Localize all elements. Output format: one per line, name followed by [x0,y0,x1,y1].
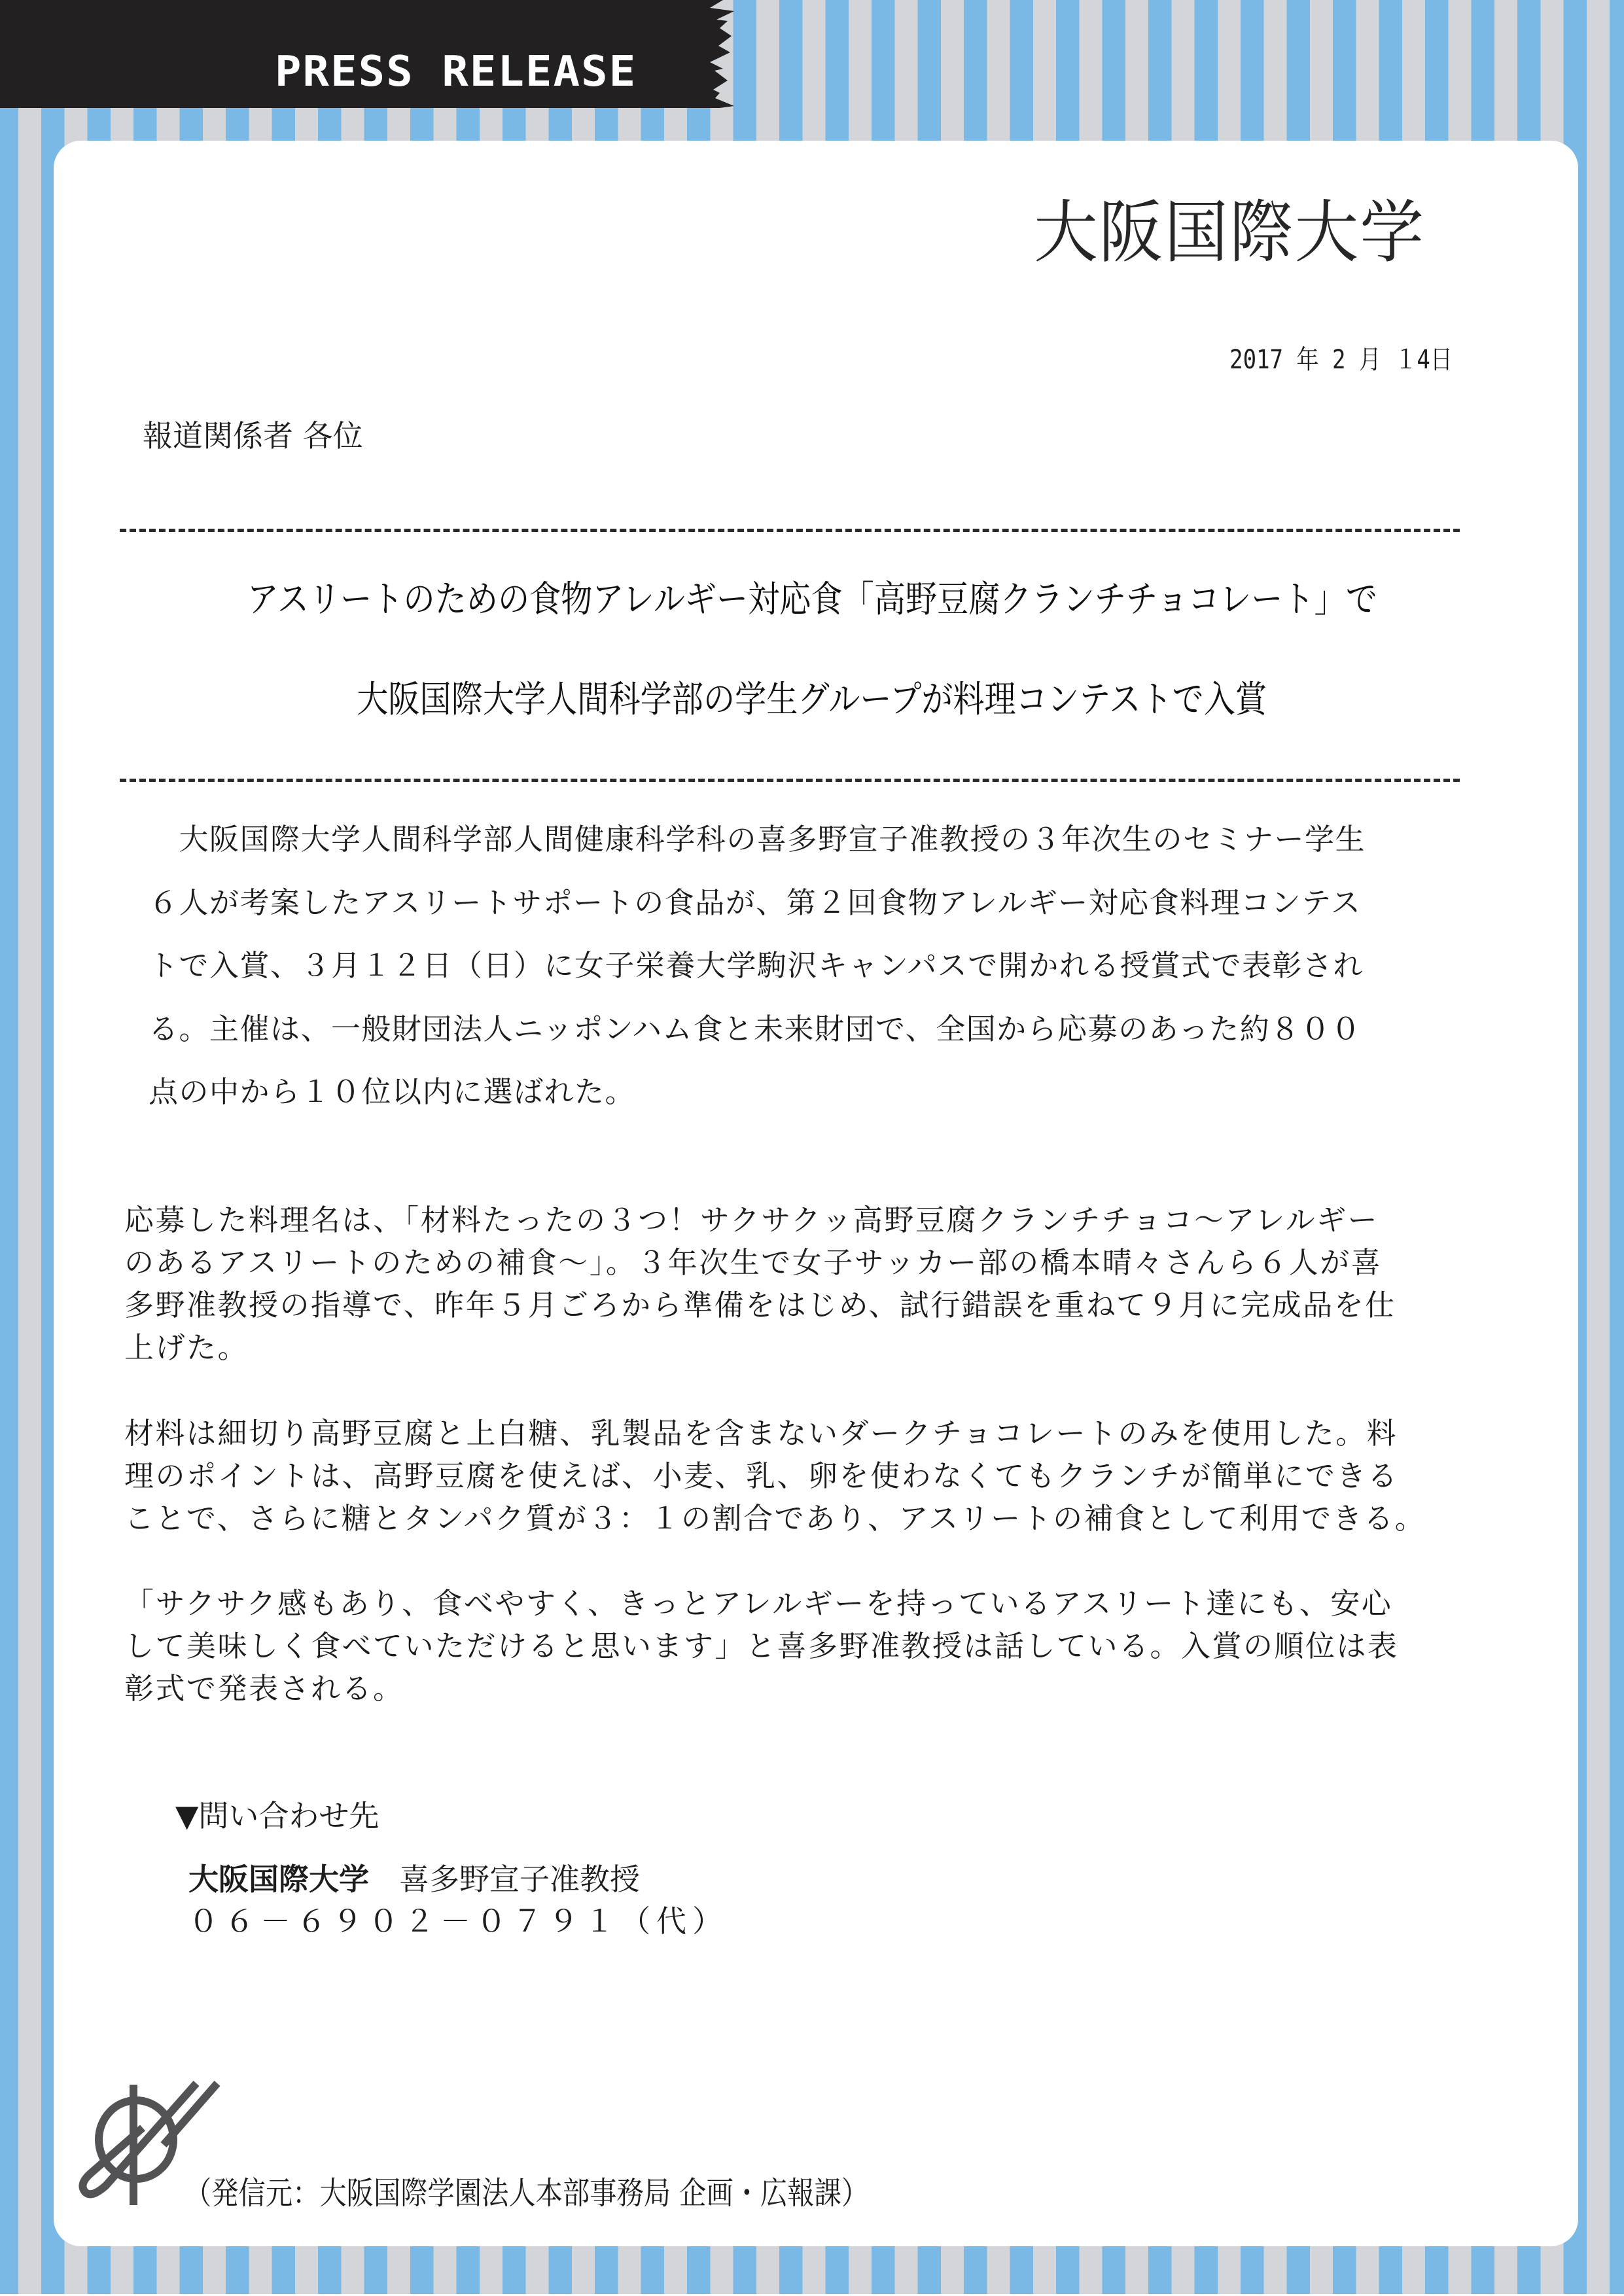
contact-heading: ▼問い合わせ先 [175,1798,380,1833]
divider-bottom [120,779,1460,782]
addressee: 報道関係者 各位 [143,418,363,453]
body-paragraph-quote [124,1582,1525,1710]
headline-line-1-text: アスリートのための食物アレルギー対応食「高野豆腐クランチチョコレート」で [247,578,1377,621]
paragraph-line: 理のポイントは、高野豆腐を使えば、小麦、乳、卵を使わなくてもクランチが簡単にできる [124,1458,1399,1493]
headline-line-1 [0,577,1624,623]
paragraph-line: 彰式で発表される。 [124,1671,404,1706]
university-logo: 大阪国際大学 [1034,192,1425,272]
press-release-banner [0,0,735,109]
headline-line-2-text: 大阪国際大学人間科学部の学生グループが料理コンテストで入賞 [357,679,1267,721]
paragraph-line: 「サクサク感もあり、食べやすく、きっとアレルギーを持っているアスリート達にも、安心 [124,1586,1393,1621]
headline-line-2 [0,677,1624,723]
contact-person: 喜多野宣子准教授 [369,1862,640,1897]
release-date: 2017 年 2 月 １4日 [1229,345,1453,375]
contact-phone: ０６－６９０２－０７９１（代） [188,1903,728,1939]
issuer-footer: （発信元：大阪国際学園法人本部事務局 企画・広報課） [185,2175,869,2212]
lead-paragraph [149,808,1483,1124]
body-paragraph-dish [124,1199,1525,1369]
paragraph-line: 多野准教授の指導で、昨年５月ごろから準備をはじめ、試行錯誤を重ねて９月に完成品を仕 [124,1288,1396,1322]
paragraph-line: して美味しく食べていただけると思います」と喜多野准教授は話している。入賞の順位は表 [124,1629,1399,1663]
paragraph-line: のあるアスリートのための補食～」。３年次生で女子サッカー部の橋本晴々さんら６人が喜 [124,1245,1383,1280]
paragraph-line: 応募した料理名は、「材料たったの３つ！サクサクッ高野豆腐クランチチョコ～アレルギー [124,1203,1379,1237]
lead-line: る。主催は、一般財団法人ニッポンハム食と未来財団で、全国から応募のあった約８００ [149,1011,1362,1046]
contact-name [188,1860,640,1899]
contact-organization: 大阪国際大学 [188,1862,369,1897]
body-paragraph-ingredients [124,1412,1525,1540]
banner-label: PRESS RELEASE [275,48,637,96]
paragraph-line: 上げた。 [124,1330,249,1365]
paragraph-line: ことで、さらに糖とタンパク質が３：１の割合であり、アスリートの補食として利用できる。 [124,1501,1426,1536]
lead-line: 大阪国際大学人間科学部人間健康科学科の喜多野宣子准教授の３年次生のセミナー学生 [149,822,1366,857]
lead-line: 点の中から１０位以内に選ばれた。 [149,1074,636,1109]
paragraph-line: 材料は細切り高野豆腐と上白糖、乳製品を含まないダークチョコレートのみを使用した。料 [124,1416,1398,1451]
lead-line: ６人が考案したアスリートサポートの食品が、第２回食物アレルギー対応食料理コンテス [149,885,1362,920]
lead-line: トで入賞、３月１２日（日）に女子栄養大学駒沢キャンパスで開かれる授賞式で表彰され [149,948,1364,983]
divider-top [120,529,1460,532]
